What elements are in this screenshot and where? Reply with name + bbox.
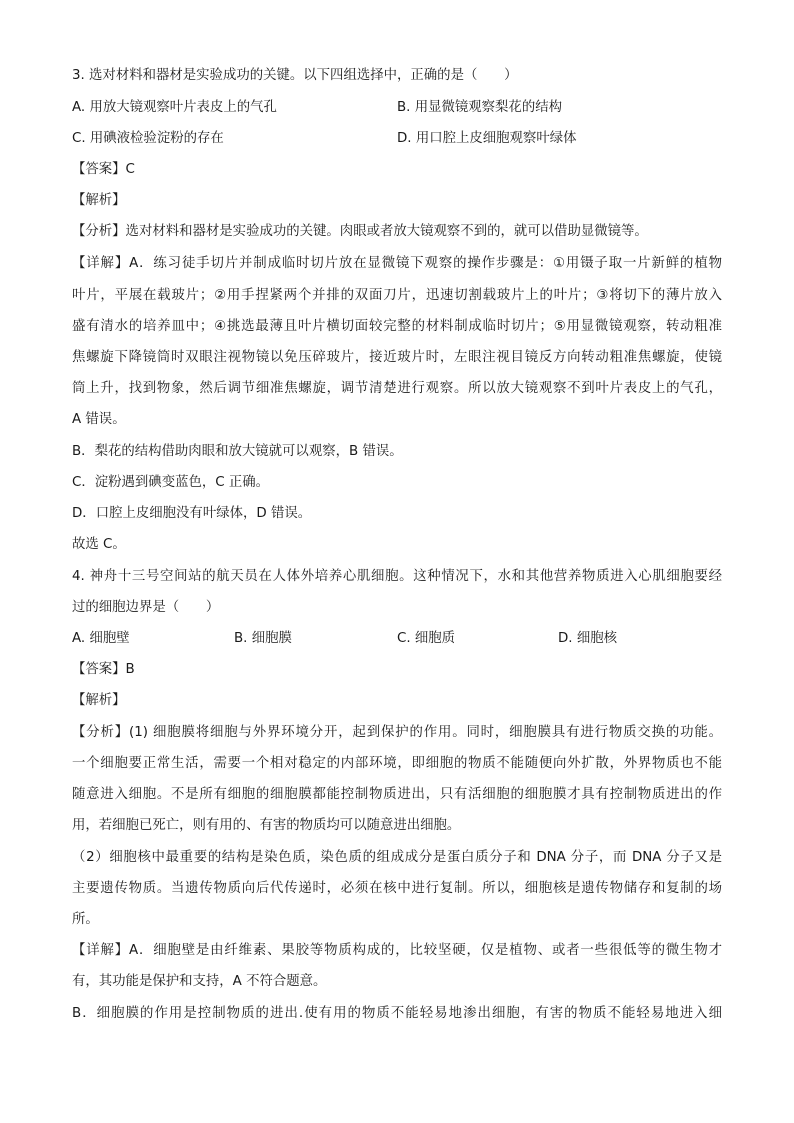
q4-fenxi-line-4: 用，若细胞已死亡，则有用的、有害的物质均可以随意进出细胞。 — [72, 818, 461, 833]
q4-stem-line-2: 过的细胞边界是（ ） — [72, 600, 220, 615]
q4-fenxi-line-1: 【分析】(1) 细胞膜将细胞与外界环境分开，起到保护的作用。同时，细胞膜具有进行物质交换的功能。 — [72, 725, 722, 740]
q3-option-d: D. 用口腔上皮细胞观察叶绿体 — [397, 131, 577, 146]
q4-answer: 【答案】B — [72, 662, 135, 677]
q4-option-a: A. 细胞壁 — [72, 631, 130, 646]
q3-fenxi: 【分析】选对材料和器材是实验成功的关键。肉眼或者放大镜观察不到的，就可以借助显微镜等。 — [72, 224, 648, 239]
q4-option-d: D. 细胞核 — [558, 631, 617, 646]
q4-analysis-label: 【解析】 — [72, 693, 126, 708]
q4-fenxi-line-7: 所。 — [72, 912, 99, 927]
q3-xiangjie-line-5: 筒上升，找到物象，然后调节细准焦螺旋，调节清楚进行观察。所以放大镜观察不到叶片表皮上的气孔， — [72, 381, 722, 396]
q3-option-a: A. 用放大镜观察叶片表皮上的气孔 — [72, 100, 277, 115]
q3-xiangjie-line-6: A 错误。 — [72, 412, 126, 427]
q3-option-c: C. 用碘液检验淀粉的存在 — [72, 131, 224, 146]
q3-option-b: B. 用显微镜观察梨花的结构 — [397, 100, 562, 115]
q4-fenxi-line-6: 主要遗传物质。当遗传物质向后代传递时，必须在核中进行复制。所以，细胞核是遗传物储存和复制的场 — [72, 881, 722, 896]
q4-xiangjie-line-2: 有，其功能是保护和支持，A 不符合题意。 — [72, 974, 327, 989]
q4-xiangjie-line-1: 【详解】A．细胞壁是由纤维素、果胶等物质构成的，比较坚硬，仅是植物、或者一些很低等的微生物才 — [72, 943, 722, 958]
q4-option-b: B. 细胞膜 — [234, 631, 292, 646]
q3-c-line: C．淀粉遇到碘变蓝色，C 正确。 — [72, 475, 270, 490]
q4-stem-line-1: 4. 神舟十三号空间站的航天员在人体外培养心肌细胞。这种情况下，水和其他营养物质进入心肌细胞要经 — [72, 569, 722, 584]
q3-b-line: B．梨花的结构借助肉眼和放大镜就可以观察，B 错误。 — [72, 444, 403, 459]
q4-option-c: C. 细胞质 — [397, 631, 456, 646]
q3-xiangjie-line-2: 叶片，平展在载玻片；②用手捏紧两个并排的双面刀片，迅速切割载玻片上的叶片；③将切下的薄片放入 — [72, 288, 722, 303]
q3-answer: 【答案】C — [72, 162, 135, 177]
q4-fenxi-line-3: 随意进入细胞。不是所有细胞的细胞膜都能控制物质进出，只有活细胞的细胞膜才具有控制物质进出的作 — [72, 787, 722, 802]
q3-xiangjie-line-1: 【详解】A．练习徒手切片并制成临时切片放在显微镜下观察的操作步骤是：①用镊子取一片新鲜的植物 — [72, 256, 722, 271]
q4-fenxi-line-2: 一个细胞要正常生活，需要一个相对稳定的内部环境，即细胞的物质不能随便向外扩散，外界物质也不能 — [72, 756, 722, 771]
q3-conclusion: 故选 C。 — [72, 537, 126, 552]
q3-analysis-label: 【解析】 — [72, 193, 126, 208]
q3-stem: 3. 选对材料和器材是实验成功的关键。以下四组选择中，正确的是（ ） — [72, 68, 518, 83]
q4-fenxi-line-5: （2）细胞核中最重要的结构是染色质，染色质的组成成分是蛋白质分子和 DNA 分子，而 DNA 分子又是 — [72, 850, 722, 865]
q3-xiangjie-line-3: 盛有清水的培养皿中；④挑选最薄且叶片横切面较完整的材料制成临时切片；⑤用显微镜观察，转动粗准 — [72, 319, 722, 334]
q4-xiangjie-line-3: B．细胞膜的作用是控制物质的进出.使有用的物质不能轻易地渗出细胞，有害的物质不能轻易地进入细 — [72, 1006, 722, 1021]
q3-xiangjie-line-4: 焦螺旋下降镜筒时双眼注视物镜以免压碎玻片，接近玻片时，左眼注视目镜反方向转动粗准焦螺旋，使镜 — [72, 350, 722, 365]
q3-d-line: D．口腔上皮细胞没有叶绿体，D 错误。 — [72, 506, 312, 521]
